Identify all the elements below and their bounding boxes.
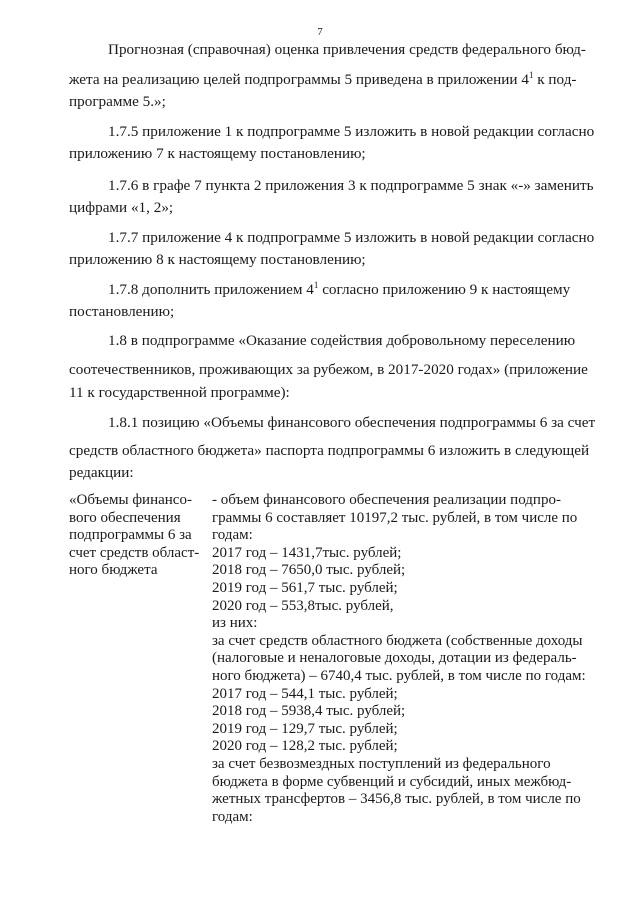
table-right-line: бюджета в форме субвенций и субсидий, иных межбюд- (212, 773, 572, 790)
table-right-line: ного бюджета) – 6740,4 тыс. рублей, в том числе по годам: (212, 667, 586, 684)
paragraph-line: цифрами «1, 2»; (69, 199, 174, 216)
paragraph-line: приложению 7 к настоящему постановлению; (69, 145, 366, 162)
table-right-line: 2018 год – 7650,0 тыс. рублей; (212, 562, 406, 579)
paragraph-line: 1.8.1 позицию «Объемы финансового обеспечения подпрограммы 6 за счет (108, 414, 596, 431)
paragraph-line: 1.8 в подпрограмме «Оказание содействия добровольному переселению (108, 332, 576, 349)
table-right-line: жетных трансфертов – 3456,8 тыс. рублей, в том числе по (212, 791, 581, 808)
table-right-line: за счет безвозмездных поступлений из федерального (212, 755, 551, 772)
paragraph-line: 1.7.6 в графе 7 пункта 2 приложения 3 к подпрограмме 5 знак «-» заменить (108, 177, 594, 194)
table-right-line: 2020 год – 553,8тыс. рублей, (212, 597, 394, 614)
table-right-line: 2020 год – 128,2 тыс. рублей; (212, 738, 398, 755)
table-right-line: 2019 год – 561,7 тыс. рублей; (212, 579, 398, 596)
table-left-line: ного бюджета (69, 562, 158, 579)
table-right-line: за счет средств областного бюджета (собственные доходы (212, 632, 583, 649)
table-right-line: (налоговые и неналоговые доходы, дотации из федераль- (212, 650, 577, 667)
paragraph-line: жета на реализацию целей подпрограммы 5 приведена в приложении $4^1$ к под- (69, 70, 577, 88)
table-right-line: из них: (212, 615, 258, 632)
paragraph-line: соотечественников, проживающих за рубежом, в 2017-2020 годах» (приложение (69, 361, 588, 378)
table-right-line: годам: (212, 527, 253, 544)
table-right-line: 2019 год – 129,7 тыс. рублей; (212, 720, 398, 737)
paragraph-line: 11 к государственной программе): (69, 384, 290, 401)
table-left-line: подпрограммы 6 за (69, 527, 192, 544)
table-right-line: 2017 год – 1431,7тыс. рублей; (212, 544, 402, 561)
paragraph-line: программе 5.»; (69, 93, 166, 110)
paragraph-line: 1.7.5 приложение 1 к подпрограмме 5 изложить в новой редакции согласно (108, 123, 595, 140)
paragraph-line: редакции: (69, 464, 134, 481)
table-left-cell (69, 492, 204, 580)
table-right-line: граммы 6 составляет 10197,2 тыс. рублей, в том числе по (212, 509, 578, 526)
paragraph-line: 1.7.8 дополнить приложением $4^1$ согласно приложению 9 к настоящему (108, 280, 571, 298)
paragraph-line: приложению 8 к настоящему постановлению; (69, 251, 366, 268)
table-right-line: - объем финансового обеспечения реализации подпро- (212, 492, 561, 508)
paragraph-line: 1.7.7 приложение 4 к подпрограмме 5 изложить в новой редакции согласно (108, 229, 595, 246)
table-left-line: счет средств област- (69, 544, 200, 561)
page-number: 7 (317, 26, 323, 38)
table-right-cell (212, 492, 597, 826)
paragraph-line: Прогнозная (справочная) оценка привлечения средств федерального бюд- (108, 41, 586, 58)
table-right-line: 2017 год – 544,1 тыс. рублей; (212, 685, 398, 702)
table-right-line: 2018 год – 5938,4 тыс. рублей; (212, 703, 406, 720)
table-right-line: годам: (212, 808, 253, 825)
paragraph-line: постановлению; (69, 303, 175, 320)
paragraph-line: средств областного бюджета» паспорта подпрограммы 6 изложить в следующей (69, 442, 590, 459)
table-left-line: «Объемы финансо- (69, 492, 192, 508)
table-left-line: вого обеспечения (69, 509, 181, 526)
